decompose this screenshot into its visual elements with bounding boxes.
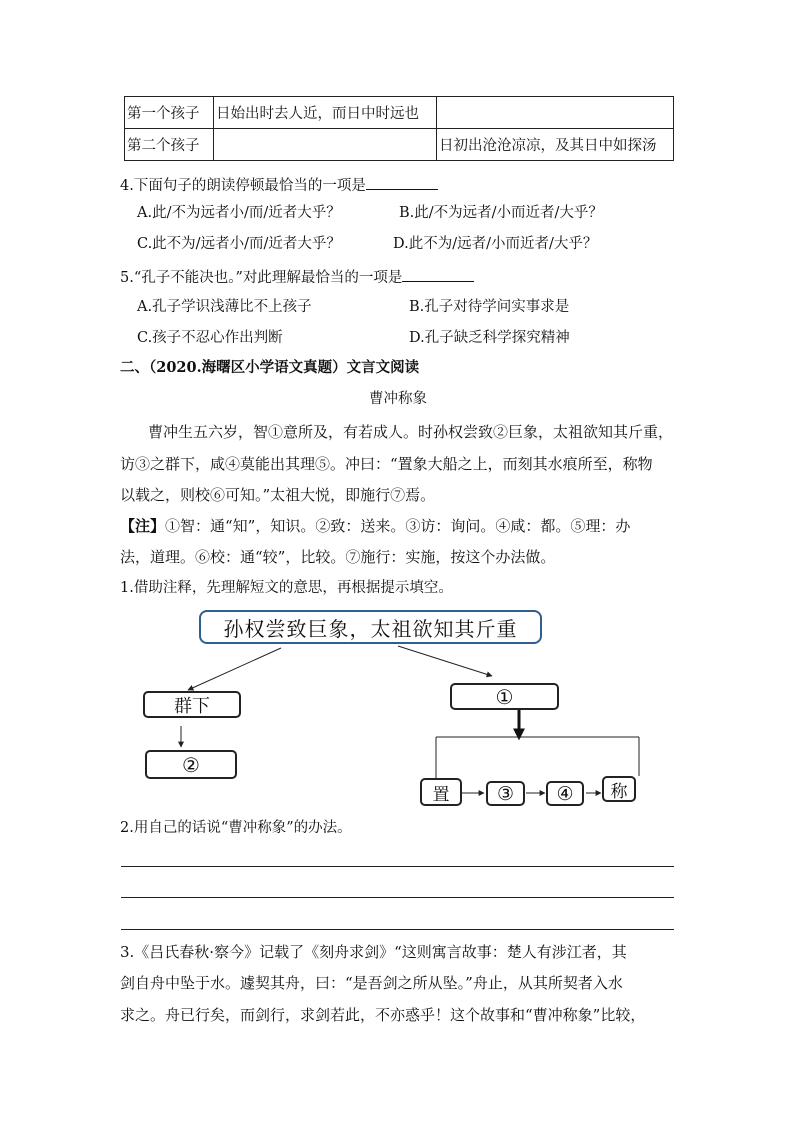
question-text: 5.“孔子不能决也。”对此理解最恰当的一项是 bbox=[120, 270, 403, 286]
diagram-box-3[interactable]: ③ bbox=[486, 781, 525, 806]
diagram-left-box-1: 群下 bbox=[143, 691, 241, 718]
writing-line[interactable] bbox=[121, 897, 674, 898]
option-5a: A.孔子学识浅薄比不上孩子 bbox=[137, 299, 312, 315]
writing-line[interactable] bbox=[121, 929, 674, 930]
diagram-right-box-1[interactable]: ① bbox=[450, 683, 559, 710]
passage-title: 曹冲称象 bbox=[369, 391, 427, 407]
note-text: ①智：通“知”，知识。②致：送来。③访：询问。④咸：都。⑤理：办 bbox=[165, 517, 631, 535]
note-label: 【注】 bbox=[120, 517, 166, 535]
question-2: 2.用自己的话说“曹冲称象”的办法。 bbox=[120, 820, 352, 836]
note-line: 法，道理。⑥校：通“较”，比较。⑦施行：实施，按这个办法做。 bbox=[120, 548, 556, 566]
writing-line[interactable] bbox=[121, 866, 674, 867]
table-cell: 日初出沧沧凉凉，及其日中如探汤 bbox=[437, 129, 674, 161]
arrow-top-to-right bbox=[398, 646, 492, 676]
table-cell: 日始出时去人近，而日中时远也 bbox=[214, 97, 437, 129]
passage-line: 以载之，则校⑥可知。”太祖大悦，即施行⑦焉。 bbox=[120, 486, 436, 504]
option-4a: A.此/不为远者小/而/近者大乎？ bbox=[137, 205, 341, 221]
option-5d: D.孔子缺乏科学探究精神 bbox=[409, 330, 570, 346]
passage-line: 曹冲生五六岁，智①意所及，有若成人。时孙权尝致②巨象，太祖欲知其斤重， bbox=[148, 423, 674, 441]
table-cell: 第二个孩子 bbox=[125, 129, 214, 161]
question-1: 1.借助注释，先理解短文的意思，再根据提示填空。 bbox=[120, 580, 453, 596]
option-5c: C.孩子不忍心作出判断 bbox=[137, 330, 283, 346]
arrow-top-to-left bbox=[188, 648, 281, 690]
question-3-line: 求之。舟已行矣，而剑行，求剑若此，不亦惑乎！这个故事和“曹冲称象”比较， bbox=[120, 1006, 646, 1024]
question-text: 4.下面句子的朗读停顿最恰当的一项是 bbox=[120, 178, 366, 194]
diagram-top-box: 孙权尝致巨象，太祖欲知其斤重 bbox=[199, 610, 542, 644]
section-heading: 二、（2020.海曙区小学语文真题）文言文阅读 bbox=[120, 359, 420, 376]
option-4b: B.此/不为远者/小而近者/大乎？ bbox=[399, 205, 603, 221]
question-3-line: 剑自舟中坠于水。遽契其舟，曰：“是吾剑之所从坠。”舟止，从其所契者入水 bbox=[120, 974, 623, 992]
diagram-left-box-2[interactable]: ② bbox=[145, 750, 237, 779]
table-cell: 第一个孩子 bbox=[125, 97, 214, 129]
diagram-box-place: 置 bbox=[420, 778, 462, 806]
option-5b: B.孔子对待学问实事求是 bbox=[409, 299, 570, 315]
option-4d: D.此不为/远者/小而近者/大乎？ bbox=[393, 236, 598, 252]
diagram-box-weigh: 称 bbox=[602, 776, 636, 802]
question-3-line: 3.《吕氏春秋·察今》记载了《刻舟求剑》“这则寓言故事：楚人有涉江者，其 bbox=[120, 943, 627, 961]
passage-line: 访③之群下，咸④莫能出其理⑤。冲曰：“置象大船之上，而刻其水痕所至，称物 bbox=[120, 455, 653, 473]
diagram-box-4[interactable]: ④ bbox=[546, 781, 584, 806]
option-4c: C.此不为/远者小/而/近者大乎？ bbox=[137, 236, 341, 252]
